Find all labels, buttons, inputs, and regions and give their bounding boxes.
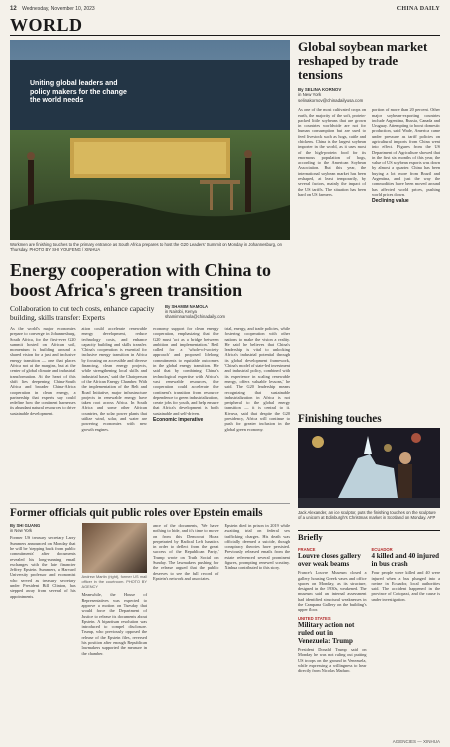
section-rule <box>10 35 440 36</box>
right-story-byline <box>298 87 440 103</box>
second-col-1 <box>10 523 76 737</box>
second-text-4: Epstein died in prison in 2019 while awaiting trial on federal sex trafficking charges. His death was officially deemed a suicide, though conspiracy theories have persisted. Previously released emails from the estate referenced several prominent figures, prompting renewed scrutiny. Xinhua contributed to this story. <box>224 523 290 571</box>
main-photo-illustration <box>10 40 290 240</box>
second-text-1: Former US treasury secretary Larry Summers announced on Monday that he will be 'stepping back from public commitments' after documents revealed his long-running email exchanges with the late financier Jeffrey Epstein. Summers, a Harvard University professor and economist who served as treasury secretary under President Bill Clinton, has stepped away from several of his appointments. <box>10 535 76 599</box>
briefly-heading: Briefly <box>298 530 440 542</box>
brief-headline: Louvre closes gallery over weak beams <box>298 552 361 569</box>
second-col-2 <box>82 523 148 737</box>
brief-headline: Military action not ruled out in Venezuela: Trump <box>298 620 355 645</box>
right-story-text-1: As one of the most cultivated crops on earth, the majority of the soft, protein-packed little soybeans that are grown in countries worldwide are not for human consumption but are used to feed livestock such as hogs, cattle and chickens. China is the largest soybean importer in the world, as it uses most of the high-protein food for its enormous population of hogs, according to the American Soybean Association. But this year, the international soybean market has been reshaped, at least temporarily, by several factors, mainly the impact of the US tariffs. The situation has been hard on US farmers. <box>298 107 366 197</box>
brief-text: President Donald Trump said on Monday he was not ruling out putting US troops on the ground in Venezuela, while expressing a willingness to hear directly from Nicolas Maduro. <box>298 646 367 674</box>
main-text-4: trial, energy, and trade policies, while fostering cooperation with other nations to make the vision a reality. He said he believes that China's leadership is vital to unlocking Africa's industrial potential through its global development framework, 'China's model of state-led investment and industrial policy, combined with its experience in scaling renewable energy, offers valuable lessons,' he said. The G20 leadership means recognizing that sustainable industrialization in Africa is not peripheral to the global energy transition — it is central to it. Kivuva, said that despite the G20 presidency, Africa will continue to push for greater inclusion in the global green economy. <box>224 326 290 432</box>
second-story-body <box>10 523 290 737</box>
briefly-col-1 <box>298 545 367 735</box>
main-deck: Collaboration to cut tech costs, enhance capacity building, skills transfer: Experts <box>10 304 155 322</box>
page-header-bar <box>10 4 440 14</box>
main-col-3 <box>153 326 219 498</box>
finishing-touches-headline: Finishing touches <box>298 413 382 425</box>
main-photo-caption: Workmen are finishing touches to the primary entrance as South Africa prepares to host the G20 Leaders' Summit on Monday in Johannesburg, on Thursday. PHOTO BY SHI YOUFENG / XINHUA <box>10 242 282 253</box>
main-subhead: Economic imperative <box>153 417 204 424</box>
second-headline: Former officials quit public roles over Epstein emails <box>10 507 263 519</box>
byline-email: selinakornov@chinadailyusa.com <box>298 97 364 103</box>
main-text-1: As the world's major economies prepare to converge in Johannesburg, South Africa, for the first-ever G20 summit hosted on African soil, momentum is building around a shared vision for a just and inclusive energy transition — one that places Africa not at the margins, but at the center of global climate and industrial transformation. At the heart of this shift lies deepening China-South Africa and broader China-Africa cooperation in clean energy, a partnership that experts say could redefine how the continent harnesses its abundant natural resources to drive sustainable development. <box>10 326 76 416</box>
main-photo <box>10 40 290 240</box>
second-byline-name: By SHI GUANG <box>10 523 41 528</box>
right-story-text-2: portion of more than 20 percent. Other major soybean-exporting countries include Argentina, Russia, Canada and Uruguay. Attempting to boost domestic production, said Wade, America came under pressure as tariff policies on agricultural imports from China went into effect. Figures from the US Department of Agriculture showed that in the first six months of this year, the value of US soybean exports was down by almost a quarter. China has been buying a lot more from Brazil and Argentina, and just the way the commodities have been moved around has affected world prices, pushing world prices down. <box>372 107 440 197</box>
main-byline-name: By SHAMIM NAMOLA <box>165 304 209 309</box>
ice-sculpture-illustration <box>298 428 440 508</box>
byline-location: in New York <box>298 92 322 98</box>
brief-location: FRANCE <box>298 547 316 552</box>
brief-text: Four people were killed and 40 were injured when a bus plunged into a ravine in Ecuador, local authorities said. The accident happened in the province of Cotopaxi, and the cause is under investigation. <box>371 570 440 602</box>
footer-note: AGENCIES — XINHUA <box>392 739 440 744</box>
second-col-3 <box>153 523 219 737</box>
header-left <box>10 6 99 12</box>
issue-date: Wednesday, November 10, 2023 <box>22 6 95 12</box>
byline-name: By SELINA KORNOV <box>298 87 342 92</box>
second-byline-location: in New York <box>10 528 33 534</box>
brief-headline: 4 killed and 40 injured in bus crash <box>371 552 440 569</box>
section-title: WORLD <box>10 15 83 35</box>
brief-location: UNITED STATES <box>298 615 331 621</box>
briefly-body <box>298 545 440 735</box>
inset-photo <box>82 523 148 573</box>
banner-text: Uniting global leaders and policy makers for the change the world needs <box>30 80 127 104</box>
second-col-4 <box>225 523 291 737</box>
right-story-headline: Global soybean market reshaped by trade tensions <box>298 39 428 82</box>
brief-text: France's Louvre Museum closed a gallery housing Greek vases and office spaces on Monday, as its structure, designed in the 1930s, weakened. The museum said an internal assessment had identified structural weaknesses in the Campana Gallery on the building's upper floor. <box>298 570 367 613</box>
right-story-col-2 <box>372 107 440 206</box>
brief-location: ECUADOR <box>371 547 393 552</box>
main-byline-location: in Nairobi, Kenya <box>165 309 197 315</box>
briefly-col-2 <box>372 545 441 735</box>
page-number: 12 <box>10 6 17 12</box>
finishing-touches-caption: Jack Alexander, an ice sculptor, puts the finishing touches on the sculpture of a unicorn at Edinburgh's Christmas market in Scotland on Monday. AFP <box>298 510 436 521</box>
main-headline: Energy cooperation with China to boost Africa's green transition <box>10 260 271 300</box>
brand-name: CHINA DAILY <box>396 6 440 12</box>
right-story-body <box>298 107 440 206</box>
right-story-subhead: Declining value <box>372 198 409 205</box>
second-text-2: Meanwhile, the House of Representatives was expected to approve a motion on Tuesday that would force the Department of Justice to release its documents about Epstein. A bipartisan resolution was introduced to compel disclosure. Trump, who previously opposed the release of the Epstein files, reversed his position after enough Republican lawmakers supported the measure in the chamber. <box>81 592 147 656</box>
inset-photo-caption: Andrew Martin (right), former US mail officer in the courtroom. PHOTO BY AGENCY <box>81 574 147 589</box>
main-story-body <box>10 326 290 498</box>
finishing-touches-photo <box>298 428 440 508</box>
main-text-3: economy support for clean energy cooperation, emphasizing that the G20 must 'act as a bridge between ambition and implementation.' Beil called for a 'whole-of-society approach' and proposed lifelong commitments to equitable outcomes in the global energy transition. He said that by combining China's technological expertise with Africa's vast renewable resources, the cooperation could accelerate the continent's transition from resource dependence to green industrialization, create jobs for youth, and help ensure that Africa's development is both sustainable and self-driven. <box>153 326 219 416</box>
right-story <box>298 40 440 207</box>
second-byline <box>10 523 76 533</box>
right-story-col-1 <box>298 107 366 206</box>
main-byline-email: shamimnamola@chinadaily.com <box>165 314 226 320</box>
main-col-1 <box>10 326 76 498</box>
main-text-2: ation could accelerate renewable energy development, reduce technology costs, and enhance capacity building and skills transfer. 'China's cooperation is essential for inclusive energy transition in Africa by focusing on accessible and diverse financing, clean energy projects, while strengthening local skills and industrial bases,' said the Chairperson of the African Energy Chamber. With the implementation of the Belt and Road Initiative, major infrastructure projects in renewable energy have taken root across Africa. In South Africa and some other African countries, the solar power plants that utilize wind, solar, and water are powering economies with new growth engines. <box>81 326 147 432</box>
main-col-4 <box>225 326 291 498</box>
main-col-2 <box>82 326 148 498</box>
main-byline <box>165 304 285 320</box>
second-text-3: ance of the documents, 'We have nothing to hide, and it's time to move on from this Democrat Hoax perpetrated by Radical Left lunatics in order to deflect from the great success of the Republican Party,' Trump wrote on Truth Social on Sunday. The lawmakers pushing for the release argued that the public deserves to see the full record of Epstein's network and associates. <box>153 523 219 581</box>
story-divider <box>10 503 290 504</box>
